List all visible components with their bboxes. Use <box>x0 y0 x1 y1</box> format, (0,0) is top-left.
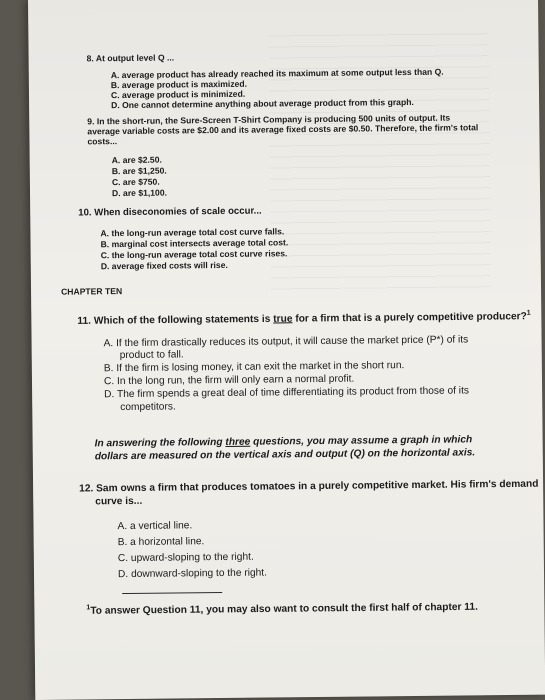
instruction-line-1: In answering the following three questions, you may assume a graph in which <box>94 434 473 450</box>
footnote-mark: 1 <box>86 604 91 612</box>
q9-stem-line-1: 9. In the short-run, the Sure-Screen T-Shirt Company is producing 500 units of output. Its <box>87 112 451 127</box>
q8-option-c: C. average product is minimized. <box>110 88 246 101</box>
q10-stem: 10. When diseconomies of scale occur... <box>78 205 262 219</box>
footnote <box>86 597 478 617</box>
q10-option-d: D. average fixed costs will rise. <box>100 259 228 272</box>
q10-option-c: C. the long-run average total cost curve rises. <box>100 248 288 261</box>
footnote-rule <box>122 592 222 594</box>
q8-option-b: B. average product is maximized. <box>110 78 248 91</box>
chapter-label: CHAPTER TEN <box>61 286 123 297</box>
q9-option-c: C. are $750. <box>111 176 160 188</box>
q10-option-a: A. the long-run average total cost curve falls. <box>100 226 285 239</box>
q8-stem: 8. At output level Q ... <box>86 52 175 64</box>
worksheet-page <box>28 0 545 700</box>
q11-footnote-mark: 1 <box>526 309 531 317</box>
footnote-text: To answer Question 11, you may also want to consult the first half of chapter 11. <box>90 601 478 617</box>
q12-stem-line-1: 12. Sam owns a firm that produces tomatoes in a purely competitive market. His firm's demand <box>79 478 539 495</box>
q11-option-d-line-2: competitors. <box>120 401 176 414</box>
q9-stem-line-2: average variable costs are $2.00 and its average fixed costs are $0.50. Therefore, the firm's total <box>87 122 479 137</box>
q11-option-d-line-1: D. The firm spends a great deal of time differentiating its product from those of its <box>104 385 470 401</box>
q12-option-d: D. downward-sloping to the right. <box>117 567 268 581</box>
q11-option-a-line-2: product to fall. <box>119 349 184 362</box>
q11-option-a-line-1: A. If the firm drastically reduces its output, it will cause the market price (P*) of its <box>103 334 469 350</box>
underlined-word: three <box>225 436 251 448</box>
q12-stem-line-2: curve is... <box>95 495 143 508</box>
q10-option-b: B. marginal cost intersects average total cost. <box>100 237 289 250</box>
q9-option-d: D. are $1,100. <box>111 187 168 199</box>
q11-option-b: B. If the firm is losing money, it can exit the market in the short run. <box>103 360 405 375</box>
q9-option-a: A. are $2.50. <box>111 154 162 166</box>
q9-option-b: B. are $1,250. <box>111 165 167 177</box>
q8-option-d: D. One cannot determine anything about average product from this graph. <box>111 96 414 111</box>
instruction-line-2: dollars are measured on the vertical axis and output (Q) on the horizontal axis. <box>94 447 476 463</box>
page-content <box>28 0 545 700</box>
q8-option-a: A. average product has already reached its maximum at some output less than Q. <box>110 66 444 81</box>
bleed-through-texture <box>268 25 491 297</box>
q12-option-c: C. upward-sloping to the right. <box>117 551 254 565</box>
underlined-word: true <box>273 313 293 325</box>
q11-stem <box>77 307 531 328</box>
q11-option-c: C. In the long run, the firm will only earn a normal profit. <box>103 373 355 388</box>
q12-option-a: A. a vertical line. <box>117 520 193 533</box>
q12-option-b: B. a horizontal line. <box>117 536 205 549</box>
q11-stem-text: 11. Which of the following statements is true for a firm that is a purely competitive producer? <box>77 311 527 327</box>
q9-stem-line-3: costs... <box>87 136 118 147</box>
